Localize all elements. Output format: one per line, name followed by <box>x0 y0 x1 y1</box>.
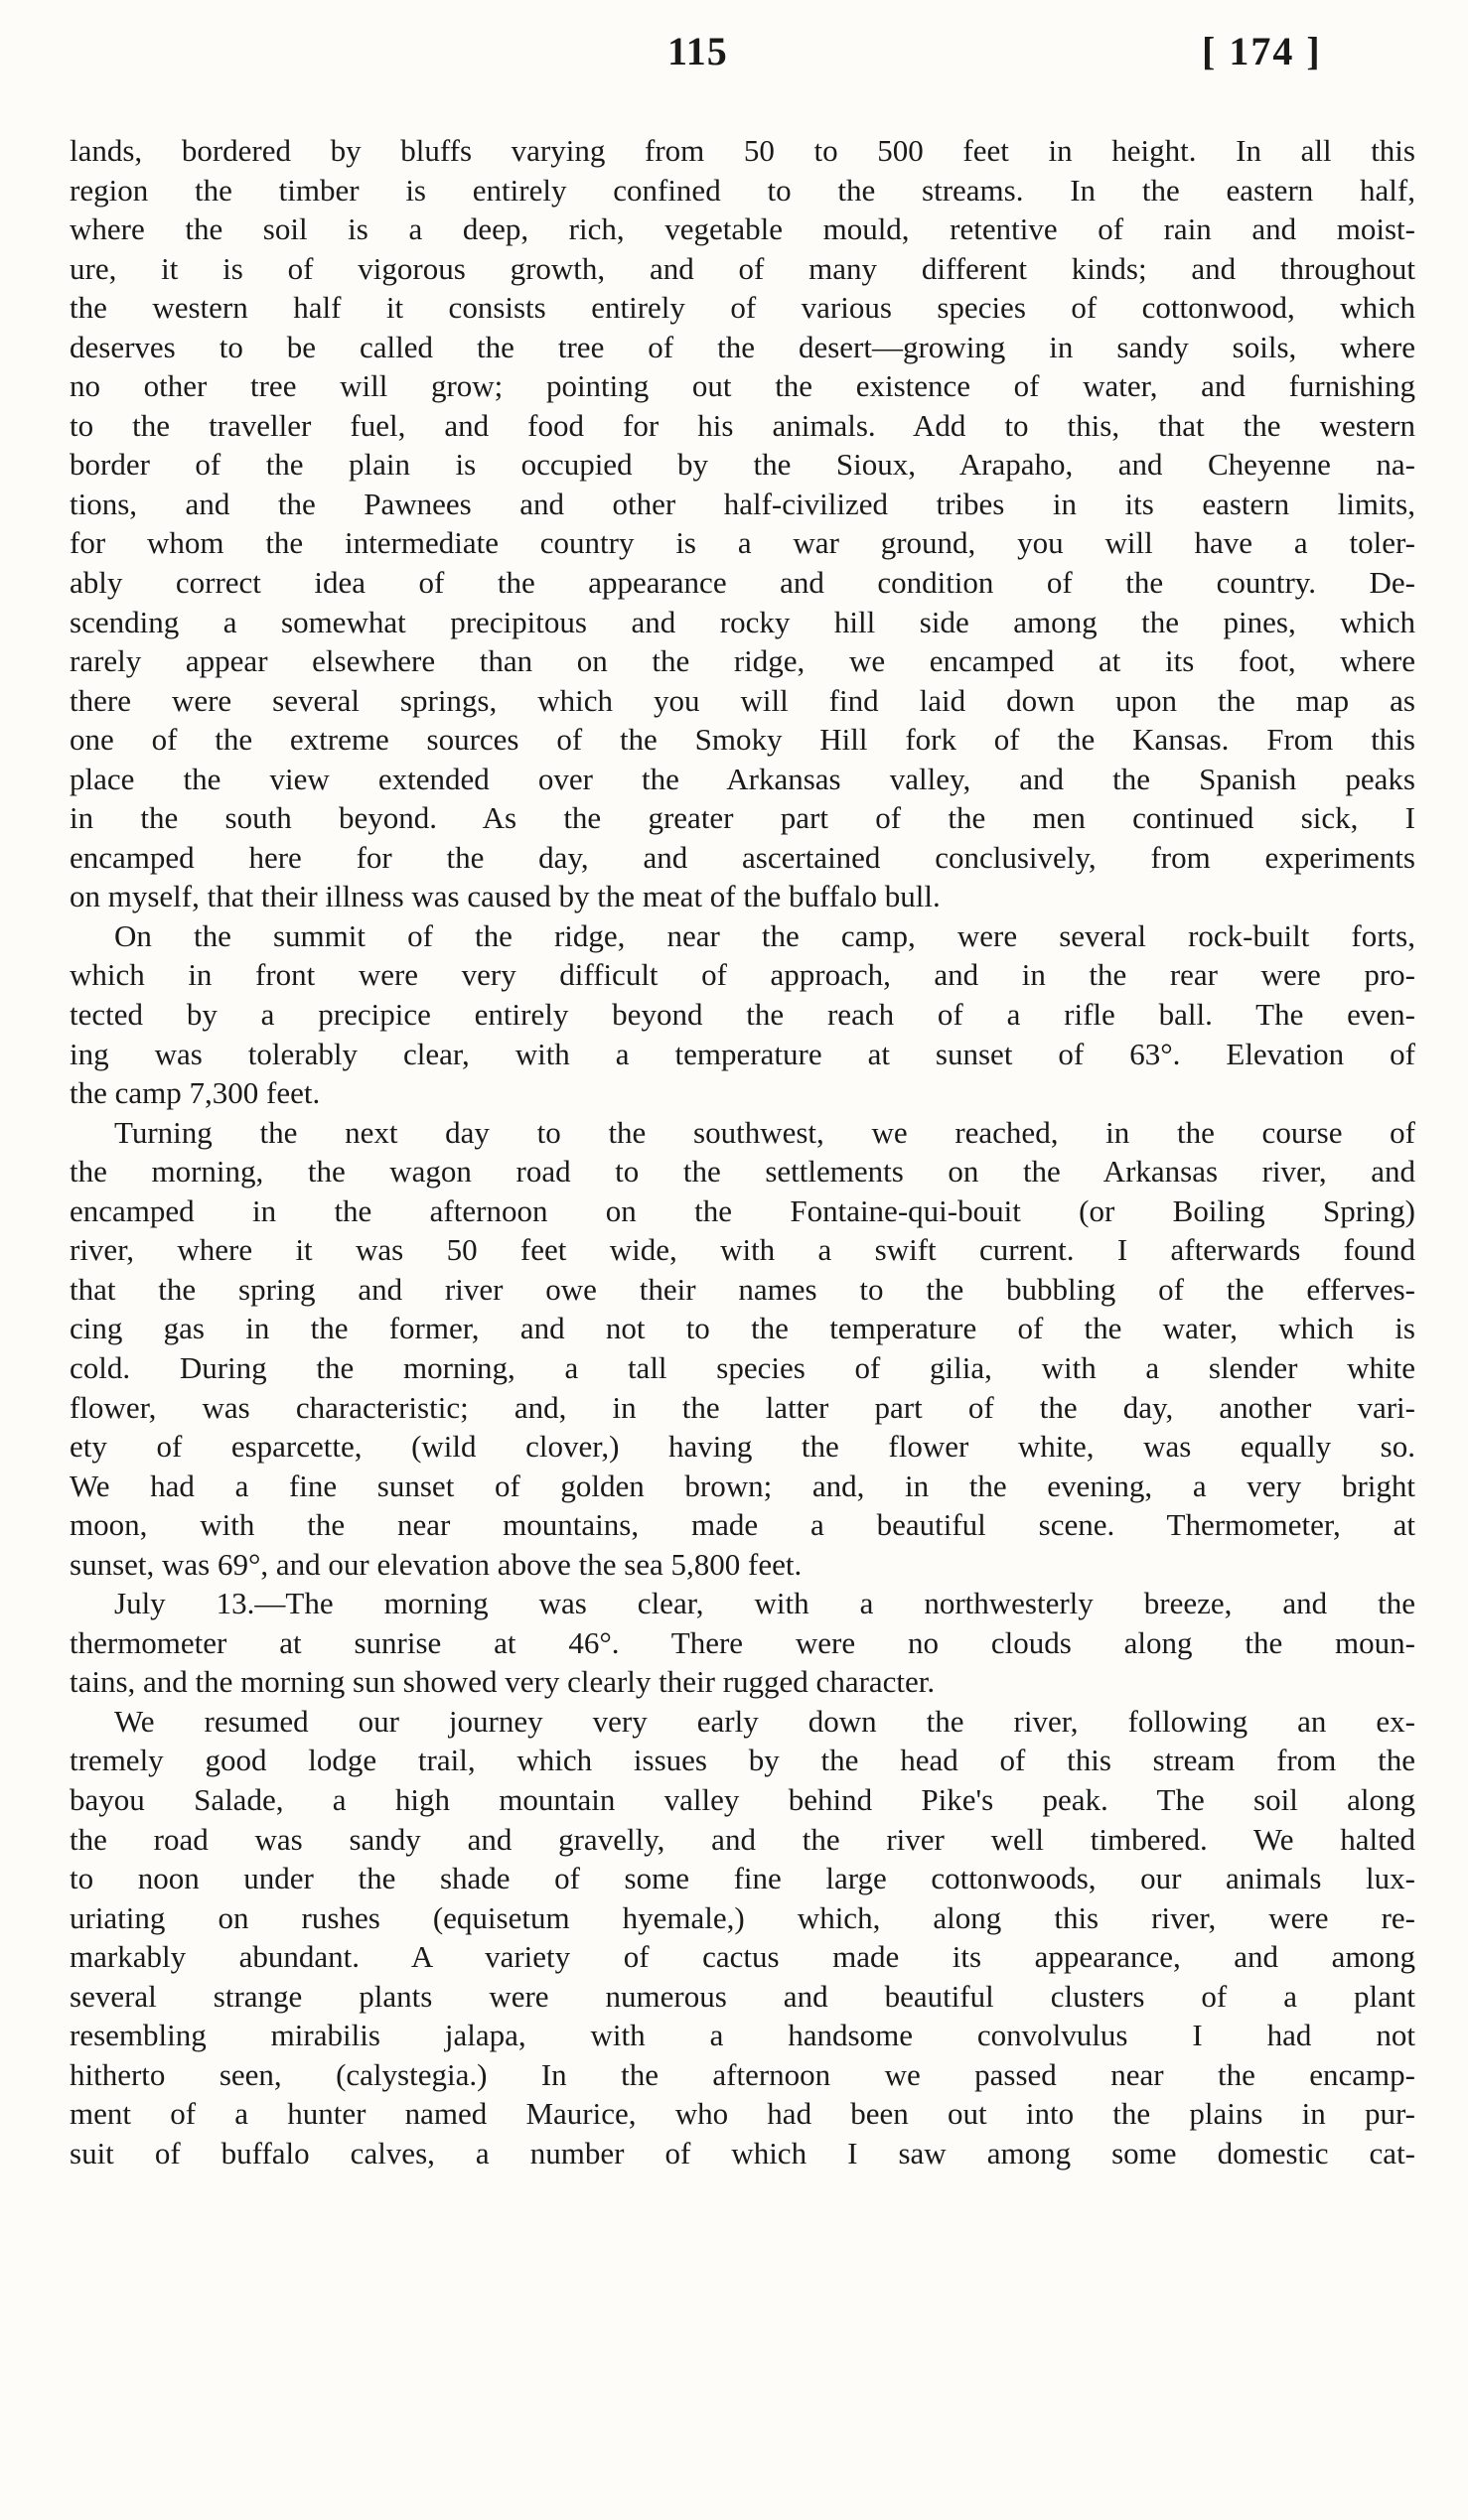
text-line: tains, and the morning sun showed very clearly their rugged character. <box>70 1664 936 1700</box>
document-number: [ 174 ] <box>1202 29 1322 73</box>
text-line: deserves to be called the tree of the desert—growing in sandy soils, where <box>70 329 1415 364</box>
page-header <box>0 28 1468 97</box>
text-line: region the timber is entirely confined to the streams. In the eastern half, <box>70 172 1415 208</box>
text-line: to noon under the shade of some fine large cottonwoods, our animals lux- <box>70 1861 1415 1896</box>
text-line: ure, it is of vigorous growth, and of many different kinds; and throughout <box>70 250 1415 286</box>
text-line: ety of esparcette, (wild clover,) having the flower white, was equally so. <box>70 1429 1415 1465</box>
text-line: tions, and the Pawnees and other half-civilized tribes in its eastern limits, <box>70 486 1415 521</box>
page-number: 115 <box>667 29 728 73</box>
text-line: On the summit of the ridge, near the camp, were several rock-built forts, <box>114 917 1415 953</box>
text-line: resembling mirabilis jalapa, with a handsome convolvulus I had not <box>70 2018 1415 2053</box>
text-line: scending a somewhat precipitous and rocky hill side among the pines, which <box>70 604 1415 639</box>
text-line: no other tree will grow; pointing out the existence of water, and furnishing <box>70 368 1415 404</box>
text-line: place the view extended over the Arkansas valley, and the Spanish peaks <box>70 761 1415 796</box>
text-line: where the soil is a deep, rich, vegetable mould, retentive of rain and moist- <box>70 211 1415 247</box>
text-line: encamped in the afternoon on the Fontaine-qui-bouit (or Boiling Spring) <box>70 1192 1415 1228</box>
text-line: the camp 7,300 feet. <box>70 1075 321 1111</box>
body-text <box>70 131 1415 2172</box>
text-line: bayou Salade, a high mountain valley behind Pike's peak. The soil along <box>70 1781 1415 1817</box>
text-line: thermometer at sunrise at 46°. There were no clouds along the moun- <box>70 1624 1415 1660</box>
text-line: ing was tolerably clear, with a temperature at sunset of 63°. Elevation of <box>70 1036 1415 1071</box>
text-line: lands, bordered by bluffs varying from 50 to 500 feet in height. In all this <box>70 133 1415 168</box>
text-line: the morning, the wagon road to the settlements on the Arkansas river, and <box>70 1154 1415 1190</box>
text-line: in the south beyond. As the greater part of the men continued sick, I <box>70 800 1415 836</box>
text-line: to the traveller fuel, and food for his animals. Add to this, that the western <box>70 407 1415 443</box>
text-line: there were several springs, which you will find laid down upon the map as <box>70 682 1415 718</box>
text-line: cold. During the morning, a tall species of gilia, with a slender white <box>70 1349 1415 1385</box>
text-line: ably correct idea of the appearance and condition of the country. De- <box>70 565 1415 601</box>
text-line: ment of a hunter named Maurice, who had been out into the plains in pur- <box>70 2096 1415 2132</box>
text-line: tected by a precipice entirely beyond the reach of a rifle ball. The even- <box>70 997 1415 1033</box>
text-line: Turning the next day to the southwest, we reached, in the course of <box>114 1114 1415 1150</box>
text-line: the western half it consists entirely of various species of cottonwood, which <box>70 290 1415 326</box>
text-line: several strange plants were numerous and beautiful clusters of a plant <box>70 1978 1415 2014</box>
text-line: markably abundant. A variety of cactus made its appearance, and among <box>70 1939 1415 1975</box>
text-line: border of the plain is occupied by the Sioux, Arapaho, and Cheyenne na- <box>70 447 1415 483</box>
text-line: moon, with the near mountains, made a beautiful scene. Thermometer, at <box>70 1507 1415 1543</box>
text-line: tremely good lodge trail, which issues by the head of this stream from the <box>70 1743 1415 1778</box>
text-line: that the spring and river owe their names to the bubbling of the efferves- <box>70 1271 1415 1307</box>
text-line: uriating on rushes (equisetum hyemale,) which, along this river, were re- <box>70 1899 1415 1935</box>
text-line: cing gas in the former, and not to the temperature of the water, which is <box>70 1311 1415 1346</box>
text-line: We had a fine sunset of golden brown; and, in the evening, a very bright <box>70 1468 1415 1503</box>
text-line: July 13.—The morning was clear, with a northwesterly breeze, and the <box>114 1586 1415 1621</box>
text-line: suit of buffalo calves, a number of which I saw among some domestic cat- <box>70 2135 1415 2170</box>
text-line: river, where it was 50 feet wide, with a swift current. I afterwards found <box>70 1232 1415 1268</box>
text-line: sunset, was 69°, and our elevation above the sea 5,800 feet. <box>70 1546 803 1582</box>
text-line: one of the extreme sources of the Smoky Hill fork of the Kansas. From this <box>70 722 1415 758</box>
text-line: hitherto seen, (calystegia.) In the afternoon we passed near the encamp- <box>70 2056 1415 2092</box>
text-line: for whom the intermediate country is a war ground, you will have a toler- <box>70 525 1415 561</box>
text-line: We resumed our journey very early down the river, following an ex- <box>114 1703 1415 1739</box>
text-line: rarely appear elsewhere than on the ridge, we encamped at its foot, where <box>70 643 1415 679</box>
text-line: which in front were very difficult of approach, and in the rear were pro- <box>70 957 1415 993</box>
text-line: on myself, that their illness was caused by the meat of the buffalo bull. <box>70 879 941 914</box>
text-line: flower, was characteristic; and, in the latter part of the day, another vari- <box>70 1389 1415 1425</box>
text-line: the road was sandy and gravelly, and the river well timbered. We halted <box>70 1821 1415 1857</box>
text-line: encamped here for the day, and ascertained conclusively, from experiments <box>70 839 1415 875</box>
